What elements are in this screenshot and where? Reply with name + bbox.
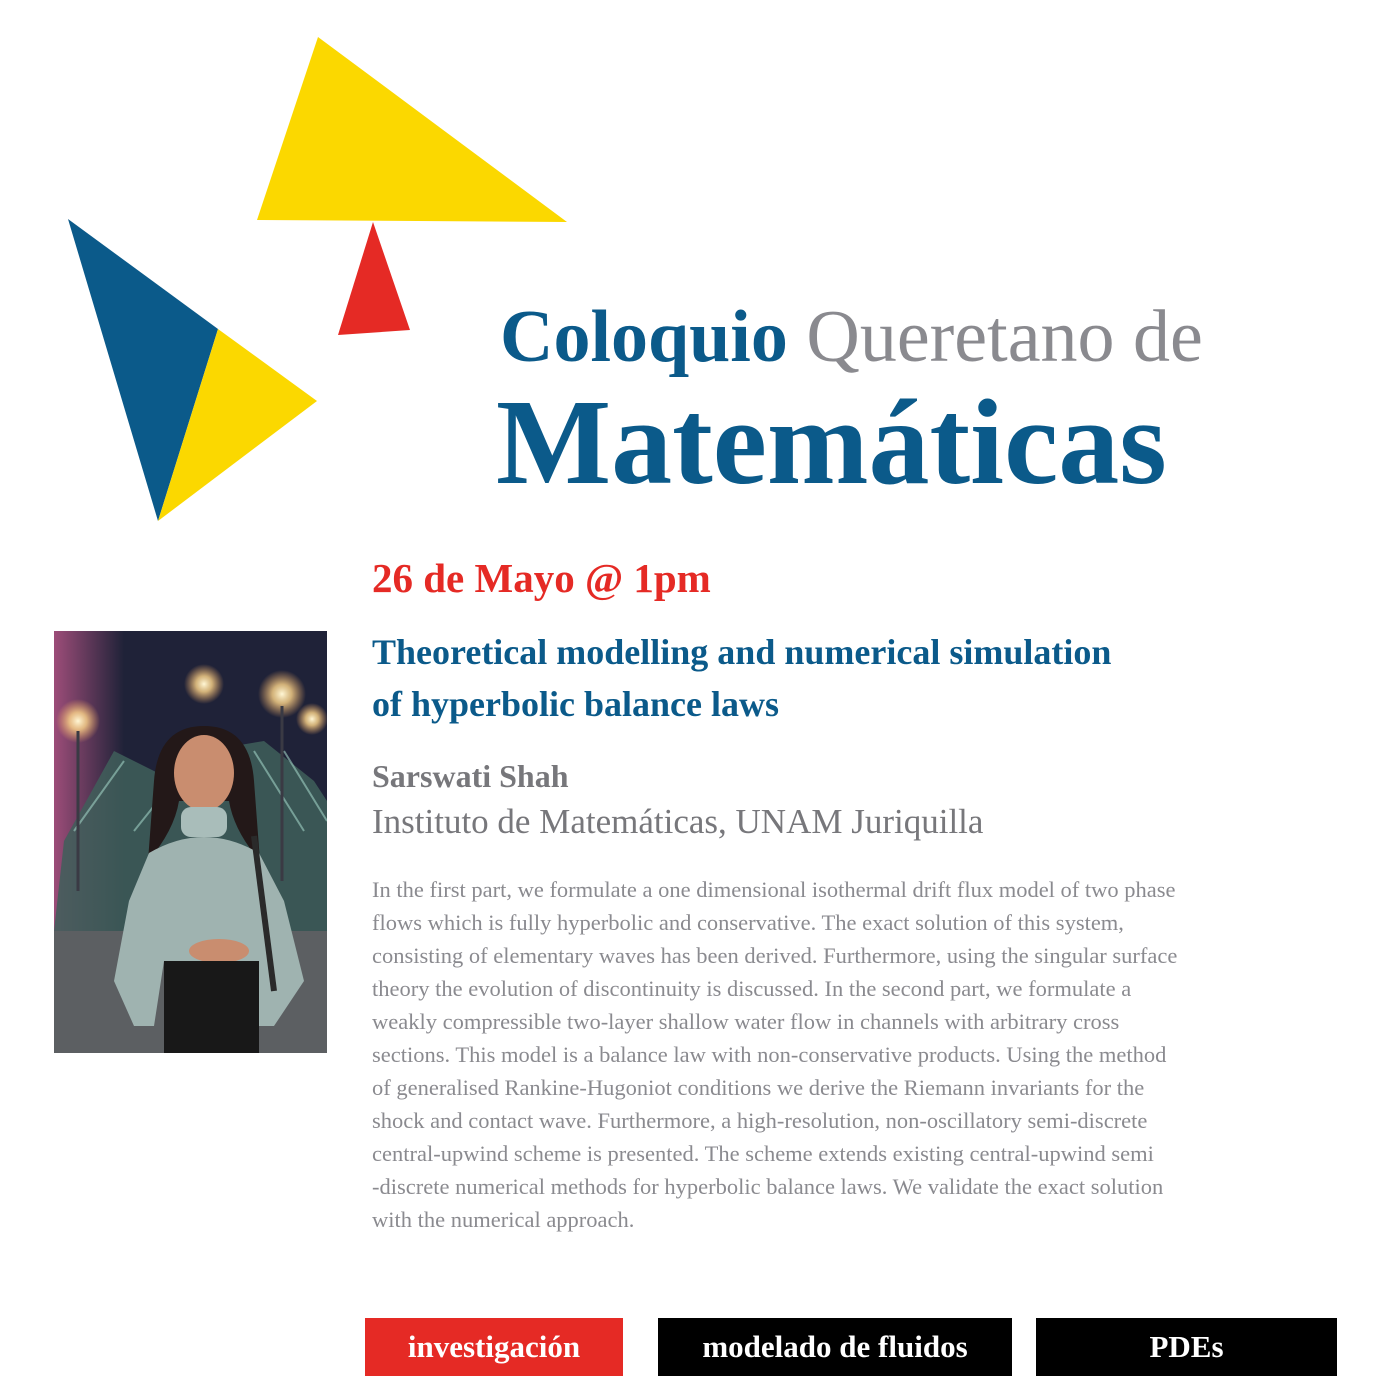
abstract-line: theory the evolution of discontinuity is discussed. In the second part, we formulate a [372,976,1132,1001]
talk-title [372,626,1372,736]
speaker-name: Sarswati Shah [372,758,569,794]
abstract-line: central-upwind scheme is presented. The scheme extends existing central-upwind semi [372,1141,1154,1166]
abstract-line: with the numerical approach. [372,1207,635,1232]
tag-modelado-de-fluidos: modelado de fluidos [658,1318,1012,1376]
logo-yellow-large-triangle [257,37,567,222]
talk-abstract [372,873,1362,1243]
abstract-line: In the first part, we formulate a one dimensional isothermal drift flux model of two phase [372,877,1176,902]
tag-investigacion: investigación [365,1318,623,1376]
page-title-line1 [500,292,1360,382]
tag-pdes: PDEs [1036,1318,1337,1376]
abstract-line: of generalised Rankine-Hugoniot conditions we derive the Riemann invariants for the [372,1075,1145,1100]
talk-title-line: of hyperbolic balance laws [372,684,780,724]
title-coloquio: Coloquio [500,296,788,378]
abstract-line: -discrete numerical methods for hyperbolic balance laws. We validate the exact solution [372,1174,1164,1199]
abstract-line: shock and contact wave. Furthermore, a high-resolution, non-oscillatory semi-discrete [372,1108,1148,1133]
speaker-photo-illustration [54,631,327,1053]
abstract-line: sections. This model is a balance law with non-conservative products. Using the method [372,1042,1167,1067]
page-title-matematicas: Matemáticas [496,375,1167,510]
abstract-line: weakly compressible two-layer shallow water flow in channels with arbitrary cross [372,1009,1120,1034]
talk-title-line: Theoretical modelling and numerical simulation [372,632,1112,672]
logo-red-triangle [338,222,410,335]
abstract-line: consisting of elementary waves has been derived. Furthermore, using the singular surface [372,943,1178,968]
title-queretano-de: Queretano de [806,296,1203,378]
abstract-line: flows which is fully hyperbolic and conservative. The exact solution of this system, [372,910,1124,935]
event-date: 26 de Mayo @ 1pm [372,555,711,601]
speaker-institution: Instituto de Matemáticas, UNAM Juriquilla [372,802,984,841]
speaker-photo [54,631,327,1053]
